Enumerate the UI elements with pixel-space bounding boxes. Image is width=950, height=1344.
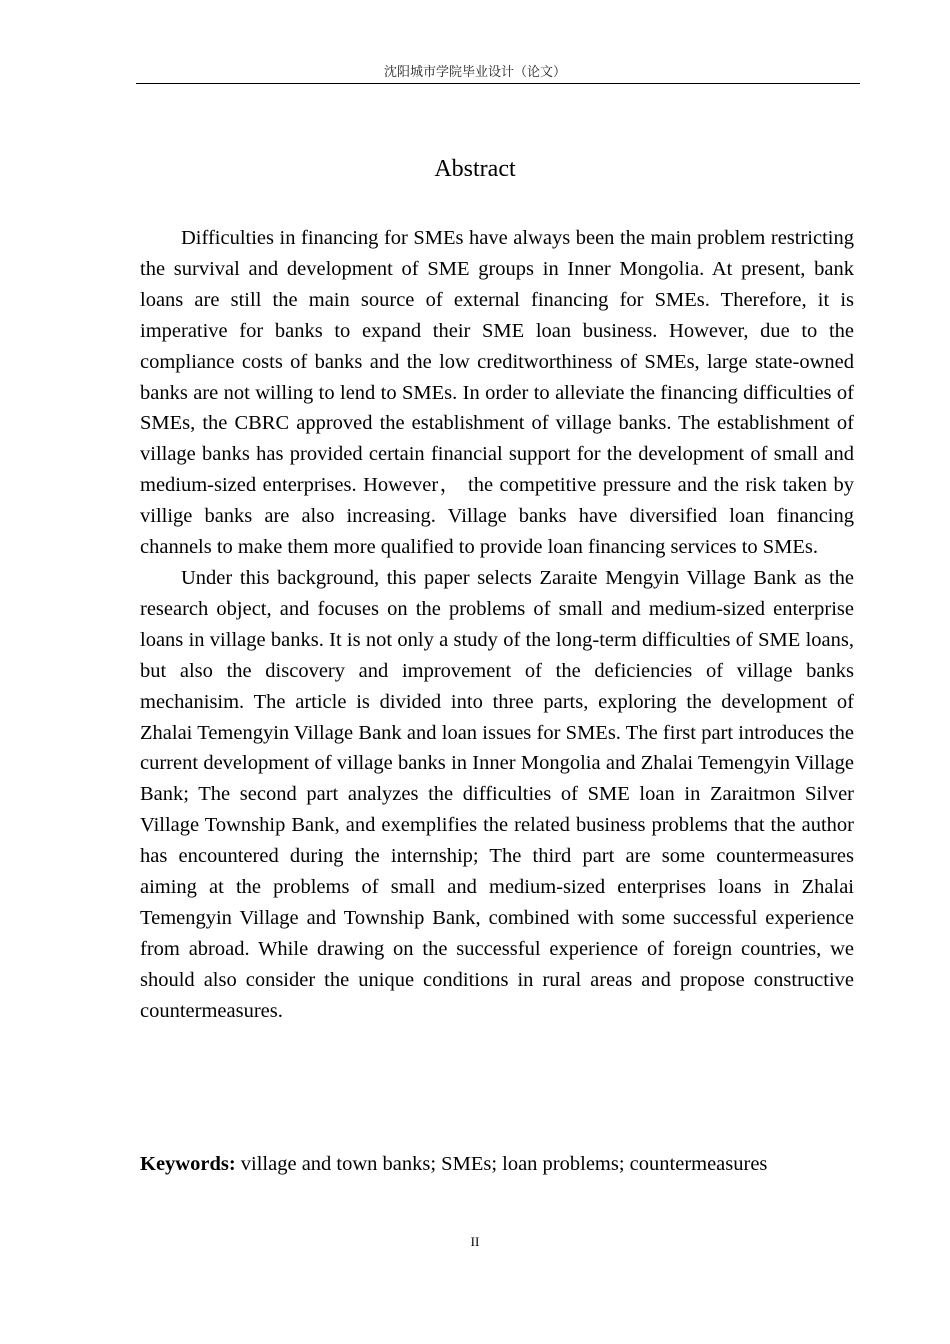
running-header: 沈阳城市学院毕业设计（论文） [383, 65, 566, 80]
page-number: II [470, 1234, 480, 1249]
keywords-line [140, 1149, 854, 1180]
keywords-label: Keywords: [140, 1153, 236, 1175]
keywords-text: village and town banks; SMEs; loan problems; countermeasures [240, 1153, 768, 1175]
abstract-body [140, 223, 854, 1027]
abstract-paragraph-2: Under this background, this paper selects Zaraite Mengyin Village Bank as the research object, and focuses on the problems of small and medium-sized enterprise loans in village banks. It is not only a study of the long-term difficulties of SME loans, but also the discovery and improvement of the deficiencies of village banks mechanisim. The article is divided into three parts, exploring the development of Zhalai Temengyin Village Bank and loan issues for SMEs. The first part introduces the current development of village banks in Inner Mongolia and Zhalai Temengyin Village Bank; The second part analyzes the difficulties of SME loan in Zaraitmon Silver Village Township Bank, and exemplifies the related business problems that the author has encountered during the internship; The third part are some countermeasures aiming at the problems of small and medium-sized enterprises loans in Zhalai Temengyin Village and Township Bank, combined with some successful experience from abroad. While drawing on the successful experience of foreign countries, we should also consider the unique conditions in rural areas and propose constructive countermeasures. [140, 566, 854, 1022]
abstract-title: Abstract [434, 156, 516, 182]
abstract-paragraph-1: Difficulties in financing for SMEs have always been the main problem restricting the survival and development of SME groups in Inner Mongolia. At present, bank loans are still the main source of external financing for SMEs. Therefore, it is imperative for banks to expand their SME loan business. However, due to the compliance costs of banks and the low creditworthiness of SMEs, large state-owned banks are not willing to lend to SMEs. In order to alleviate the financing difficulties of SMEs, the CBRC approved the establishment of village banks. The establishment of village banks has provided certain financial support for the development of small and medium-sized enterprises. However， the competitive pressure and the risk taken by villige banks are also increasing. Village banks have diversified loan financing channels to make them more qualified to provide loan financing services to SMEs. [140, 227, 854, 559]
header-divider [136, 83, 860, 84]
